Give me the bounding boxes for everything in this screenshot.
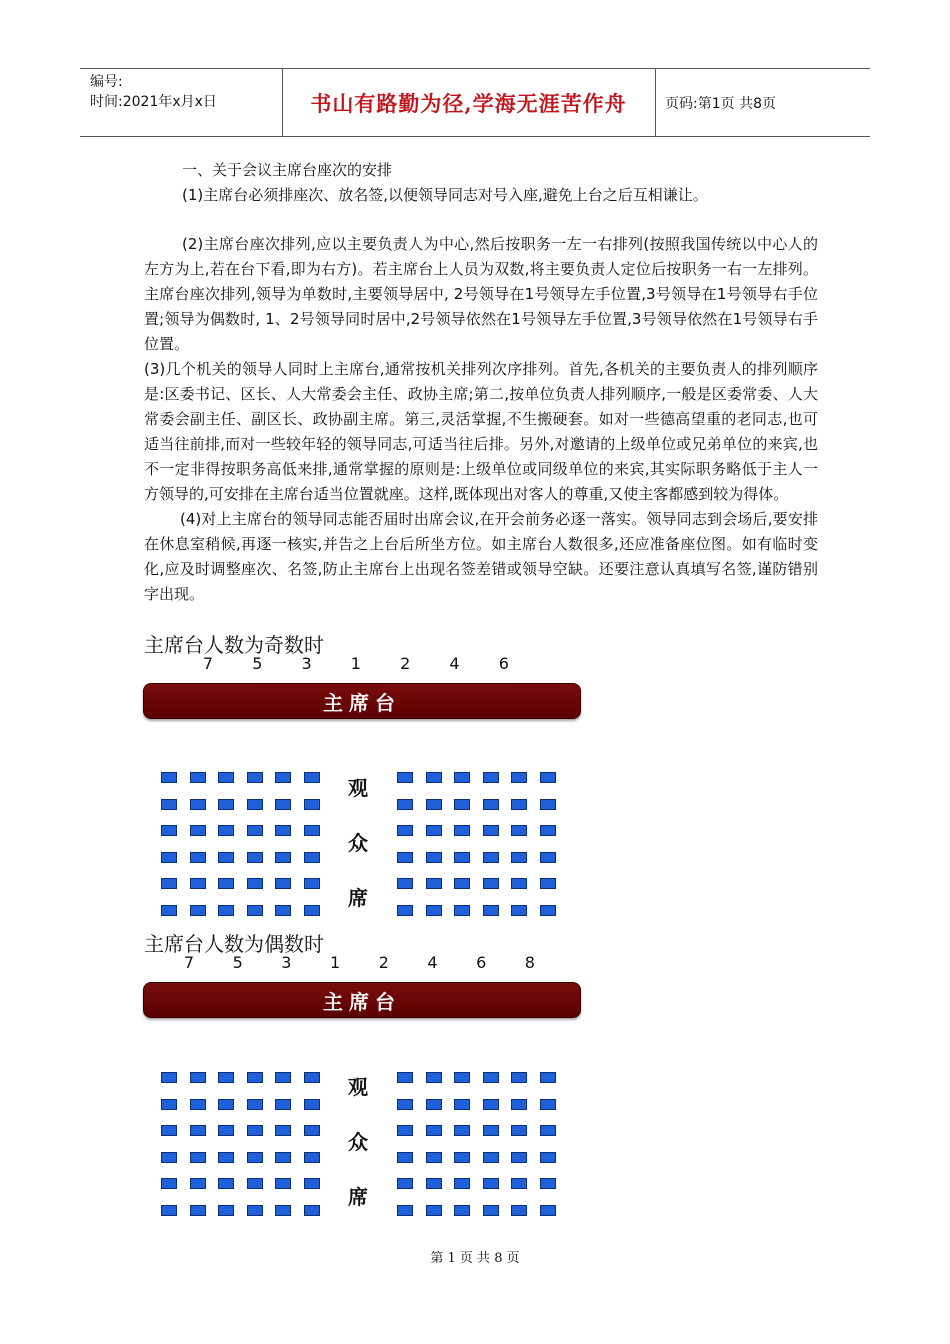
article-body (144, 158, 818, 607)
stage-seat-number: 8 (524, 953, 535, 972)
audience-seat (218, 1099, 234, 1110)
audience-seat (218, 772, 234, 783)
audience-seat (247, 905, 263, 916)
audience-seat (247, 852, 263, 863)
audience-seat (247, 1152, 263, 1163)
audience-seat (304, 1152, 320, 1163)
audience-seat (397, 1099, 413, 1110)
audience-seat (190, 905, 206, 916)
stage-seat-number: 4 (449, 654, 460, 673)
audience-seat (426, 1125, 442, 1136)
audience-seat (218, 1178, 234, 1189)
audience-seat (218, 878, 234, 889)
header-meta (90, 72, 217, 112)
article-paragraph-4: (4)对上主席台的领导同志能否届时出席会议,在开会前务必逐一落实。领导同志到会场后,要安排在休息室稍候,再逐一核实,并告之上台后所坐方位。如主席台人数很多,还应准备座位图。如有临时变化,应及时调整座次、名签,防止主席台上出现名签差错或领导空缺。还要注意认真填写名签,谨防错别字出现。 (144, 510, 818, 603)
audience-seat (275, 1125, 291, 1136)
audience-seat (511, 1205, 527, 1216)
audience-seat (540, 1072, 556, 1083)
audience-label-char: 观 (348, 1075, 368, 1099)
stage-seat-number: 7 (202, 654, 214, 673)
audience-seat (190, 1099, 206, 1110)
audience-seat (275, 1152, 291, 1163)
audience-seat (304, 878, 320, 889)
audience-seat (454, 878, 470, 889)
header-page-info: 页码:第1页 共8页 (665, 95, 776, 112)
diagram-title-even: 主席台人数为偶数时 (144, 932, 324, 956)
audience-seat (161, 852, 177, 863)
stage-seat-number: 2 (400, 654, 411, 673)
audience-seat (397, 772, 413, 783)
audience-seat (511, 1099, 527, 1110)
audience-label-char: 席 (348, 1185, 368, 1209)
audience-seat (397, 1205, 413, 1216)
audience-seat (247, 772, 263, 783)
audience-seat (483, 825, 499, 836)
stage-seat-number: 6 (476, 953, 487, 972)
audience-seat (540, 1205, 556, 1216)
audience-seat (397, 852, 413, 863)
audience-seat (511, 1072, 527, 1083)
stage-bar-even: 主席台 (143, 982, 581, 1018)
article-paragraph-2: (2)主席台座次排列,应以主要负责人为中心,然后按职务一左一右排列(按照我国传统以中心人的左方为上,若在台下看,即为右方)。若主席台上人员为双数,将主要负责人定位后按职务一右一左排列。主席台座次排列,领导为单数时,主要领导居中, 2号领导在1号领导左手位置,3号领导在1号领导右手位置;领导为偶数时, 1、2号领导同时居中,2号领导依然在1号领导左手位置,3号领导依然在1号领导右手位置。 (144, 235, 818, 353)
audience-seat (304, 799, 320, 810)
audience-seat (218, 799, 234, 810)
audience-seat (247, 1205, 263, 1216)
audience-seat (275, 799, 291, 810)
audience-seat (161, 1178, 177, 1189)
audience-seat (161, 772, 177, 783)
page-header (80, 68, 870, 137)
header-motto: 书山有路勤为径,学海无涯苦作舟 (310, 90, 627, 116)
audience-seat (397, 1152, 413, 1163)
audience-seat (454, 1205, 470, 1216)
article-heading: 一、关于会议主席台座次的安排 (182, 161, 393, 179)
audience-seat (190, 1178, 206, 1189)
audience-seat (275, 825, 291, 836)
audience-seat (540, 905, 556, 916)
stage-seat-number: 5 (232, 953, 243, 972)
audience-seat (397, 1072, 413, 1083)
audience-seat (483, 852, 499, 863)
audience-seat (161, 1205, 177, 1216)
audience-seat (540, 852, 556, 863)
audience-seat (218, 1072, 234, 1083)
audience-seat (304, 1205, 320, 1216)
stage-seat-number: 2 (378, 953, 389, 972)
audience-seat (426, 825, 442, 836)
audience-seat (483, 878, 499, 889)
audience-seat (190, 1125, 206, 1136)
audience-seat (454, 1178, 470, 1189)
header-divider-right (655, 69, 656, 136)
audience-seat (161, 1125, 177, 1136)
audience-seat (190, 799, 206, 810)
audience-seat (426, 799, 442, 810)
audience-seat (454, 772, 470, 783)
audience-seat (540, 772, 556, 783)
stage-seat-number: 7 (183, 953, 195, 972)
audience-seat (190, 772, 206, 783)
audience-seat (247, 825, 263, 836)
audience-seat (483, 1072, 499, 1083)
audience-seat (247, 878, 263, 889)
audience-seat (540, 1099, 556, 1110)
audience-seat (426, 905, 442, 916)
audience-seat (483, 905, 499, 916)
stage-seat-number: 3 (301, 654, 312, 673)
audience-seat (426, 1099, 442, 1110)
audience-seat (397, 1125, 413, 1136)
audience-seat (190, 1072, 206, 1083)
audience-seat (426, 852, 442, 863)
stage-seat-number: 4 (427, 953, 438, 972)
audience-seat (304, 772, 320, 783)
diagram-title-odd: 主席台人数为奇数时 (144, 633, 324, 657)
audience-seat (483, 1099, 499, 1110)
audience-seat (397, 825, 413, 836)
audience-seat (218, 852, 234, 863)
audience-seat (426, 1178, 442, 1189)
audience-seat (397, 905, 413, 916)
audience-seat (190, 825, 206, 836)
audience-seat (454, 1125, 470, 1136)
audience-seat (275, 1178, 291, 1189)
audience-seat (190, 878, 206, 889)
audience-seat (275, 772, 291, 783)
audience-seat (275, 1072, 291, 1083)
audience-seat (304, 1125, 320, 1136)
audience-seat (511, 878, 527, 889)
audience-seat (511, 799, 527, 810)
stage-seat-number: 5 (252, 654, 263, 673)
audience-seat (247, 1178, 263, 1189)
audience-seat (161, 905, 177, 916)
audience-seat (511, 905, 527, 916)
audience-seat (275, 1099, 291, 1110)
audience-seat (426, 1205, 442, 1216)
audience-seat (218, 825, 234, 836)
audience-seat (304, 825, 320, 836)
audience-seat (540, 799, 556, 810)
audience-seat (540, 878, 556, 889)
audience-seat (511, 1152, 527, 1163)
stage-seat-number: 3 (281, 953, 292, 972)
audience-seat (397, 1178, 413, 1189)
audience-label-char: 众 (348, 831, 368, 855)
stage-seat-number: 1 (330, 953, 341, 972)
audience-seat (540, 1178, 556, 1189)
audience-seat (161, 878, 177, 889)
audience-seat (511, 1125, 527, 1136)
audience-seat (483, 1178, 499, 1189)
stage-seat-number: 1 (350, 654, 361, 673)
audience-seat (218, 1205, 234, 1216)
audience-seat (454, 825, 470, 836)
audience-seat (426, 772, 442, 783)
audience-seat (454, 799, 470, 810)
audience-seat (304, 1099, 320, 1110)
audience-seat (454, 905, 470, 916)
audience-seat (247, 799, 263, 810)
audience-seat (483, 1152, 499, 1163)
audience-seat (540, 1152, 556, 1163)
audience-seat (218, 905, 234, 916)
stage-bar-odd: 主席台 (143, 683, 581, 719)
audience-seat (275, 878, 291, 889)
audience-seat (483, 1205, 499, 1216)
audience-label-char: 观 (348, 776, 368, 800)
audience-seat (511, 1178, 527, 1189)
audience-seat (540, 1125, 556, 1136)
audience-seat (247, 1099, 263, 1110)
audience-seat (454, 1152, 470, 1163)
audience-seat (483, 772, 499, 783)
audience-seat (304, 1072, 320, 1083)
audience-seat (161, 1072, 177, 1083)
audience-seat (304, 905, 320, 916)
audience-seat (161, 1099, 177, 1110)
audience-seat (190, 1152, 206, 1163)
audience-seat (218, 1152, 234, 1163)
audience-seat (483, 799, 499, 810)
audience-seat (397, 878, 413, 889)
audience-seat (511, 772, 527, 783)
stage-seat-number: 6 (498, 654, 509, 673)
audience-seat (426, 1152, 442, 1163)
audience-seat (540, 825, 556, 836)
audience-seat (454, 852, 470, 863)
audience-seat (247, 1125, 263, 1136)
audience-seat (161, 1152, 177, 1163)
audience-seat (190, 1205, 206, 1216)
audience-label-char: 席 (348, 886, 368, 910)
audience-seat (247, 1072, 263, 1083)
audience-seat (190, 852, 206, 863)
audience-seat (483, 1125, 499, 1136)
audience-seat (454, 1072, 470, 1083)
audience-seat (161, 825, 177, 836)
header-number-label: 编号: (90, 74, 123, 90)
audience-seat (275, 852, 291, 863)
audience-seat (275, 905, 291, 916)
audience-seat (511, 825, 527, 836)
audience-seat (426, 1072, 442, 1083)
audience-seat (275, 1205, 291, 1216)
audience-seat (161, 799, 177, 810)
audience-seat (218, 1125, 234, 1136)
article-paragraph-1: (1)主席台必须排座次、放名签,以便领导同志对号入座,避免上台之后互相谦让。 (182, 186, 708, 204)
audience-seat (304, 1178, 320, 1189)
article-paragraph-3: (3)几个机关的领导人同时上主席台,通常按机关排列次序排列。首先,各机关的主要负责人的排列顺序是:区委书记、区长、人大常委会主任、政协主席;第二,按单位负责人排列顺序,一般是区委常委、人大常委会副主任、副区长、政协副主席。第三,灵活掌握,不生搬硬套。如对一些德高望重的老同志,也可适当往前排,而对一些较年轻的领导同志,可适当往后排。另外,对邀请的上级单位或兄弟单位的来宾,也不一定非得按职务高低来排,通常掌握的原则是:上级单位或同级单位的来宾,其实际职务略低于主人一方领导的,可安排在主席台适当位置就座。这样,既体现出对客人的尊重,又使主客都感到较为得体。 (144, 360, 818, 503)
audience-seat (511, 852, 527, 863)
page-footer: 第 1 页 共 8 页 (430, 1251, 520, 1266)
audience-seat (426, 878, 442, 889)
audience-seat (304, 852, 320, 863)
audience-seat (454, 1099, 470, 1110)
audience-label-char: 众 (348, 1130, 368, 1154)
header-time-label: 时间:2021年x月x日 (90, 94, 217, 110)
audience-seat (397, 799, 413, 810)
